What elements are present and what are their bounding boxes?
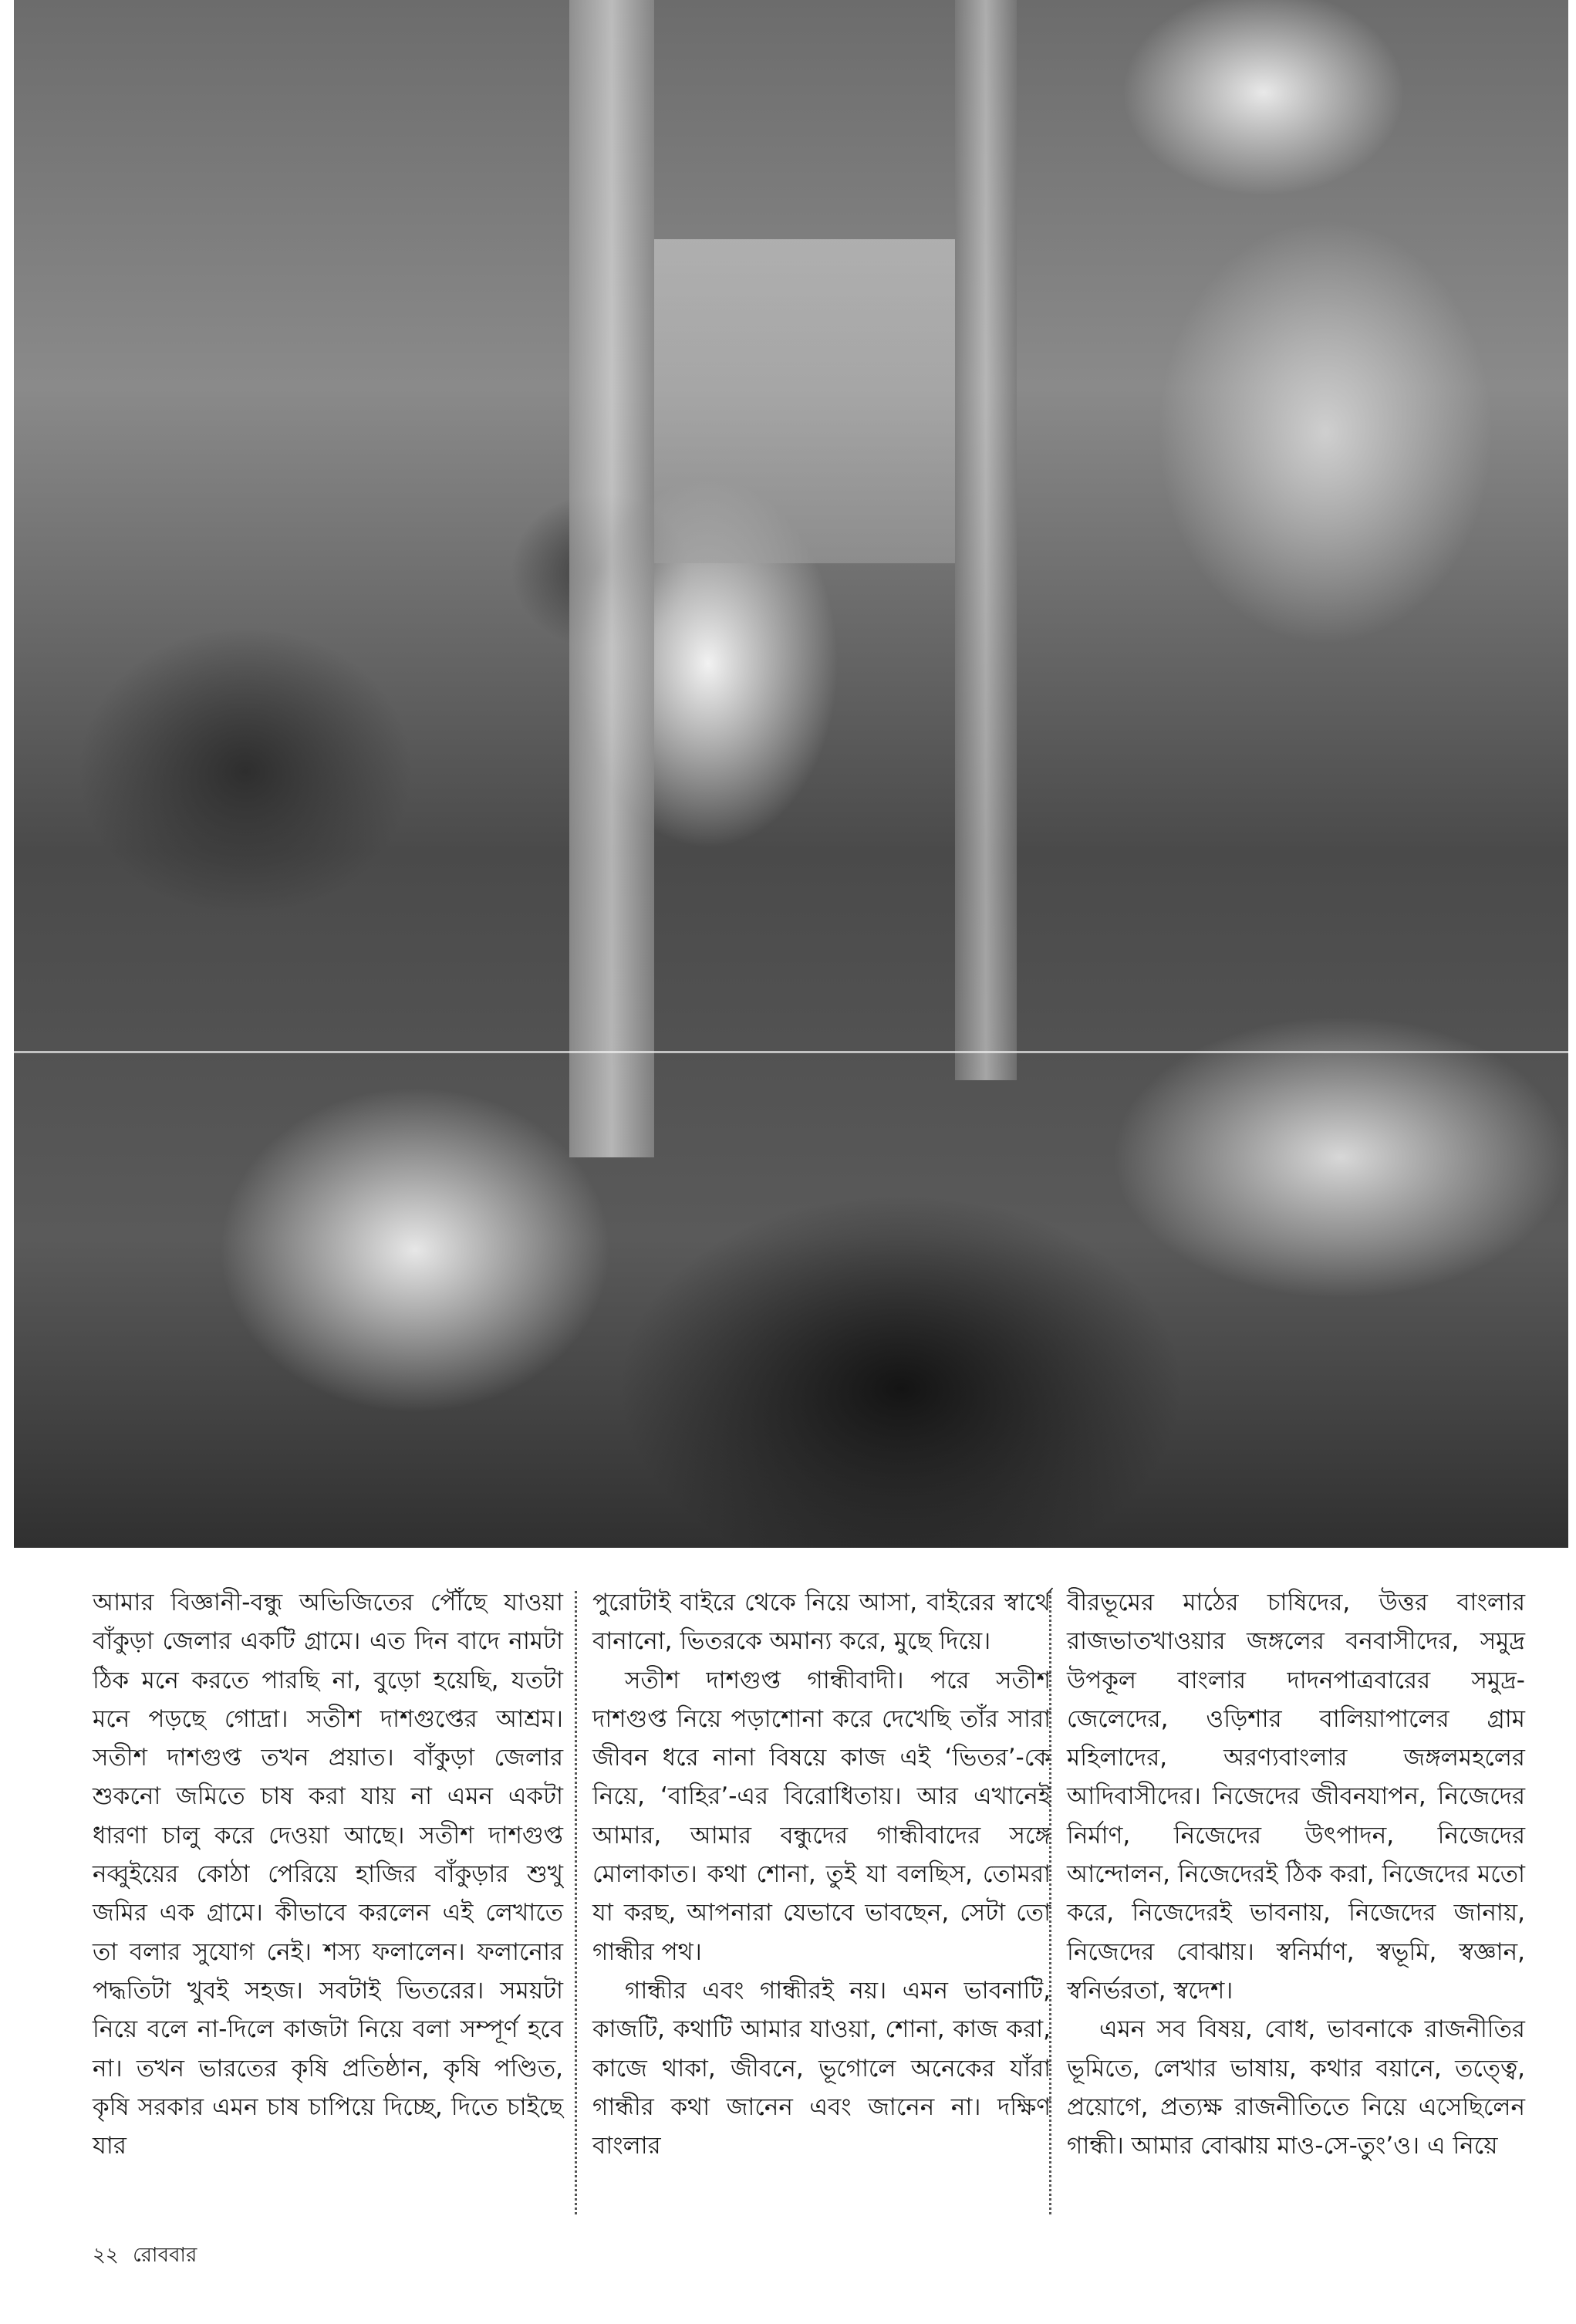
text-column-1 bbox=[93, 1583, 563, 2165]
column-divider bbox=[575, 1591, 577, 2214]
paragraph: পুরোটাই বাইরে থেকে নিয়ে আসা, বাইরের স্বার্থে বানানো, ভিতরকে অমান্য করে, মুছে দিয়ে। bbox=[592, 1589, 1051, 1656]
text-column-3 bbox=[1067, 1583, 1525, 2165]
photograph bbox=[14, 0, 1568, 1548]
page-footer bbox=[93, 2244, 204, 2267]
text-column-2 bbox=[592, 1583, 1051, 2165]
paragraph: আমার বিজ্ঞানী-বন্ধু অভিজিতের পৌঁছে যাওয়া বাঁকুড়া জেলার একটি গ্রামে। এত দিন বাদে নামটা ঠিক মনে করতে পারছি না, বুড়ো হয়েছি, যতটা মনে পড়ছে গোদ্রা। সতীশ দাশগুপ্তের আশ্রম। সতীশ দাশগুপ্ত তখন প্রয়াত। বাঁকুড়া জেলার শুকনো জমিতে চাষ করা যায় না এমন একটা ধারণা চালু করে দেওয়া আছে। সতীশ দাশগুপ্ত নব্বুইয়ের কোঠা পেরিয়ে হাজির বাঁকুড়ার শুখু জমির এক গ্রামে। কীভাবে করলেন এই লেখাতে তা বলার সুযোগ নেই। শস্য ফলালেন। ফলানোর পদ্ধতিটা খুবই সহজ। সবটাই ভিতরের। সময়টা নিয়ে বলে না-দিলে কাজটা নিয়ে বলা সম্পূর্ণ হবে না। তখন ভারতের কৃষি প্রতিষ্ঠান, কৃষি পণ্ডিত, কৃষি সরকার এমন চাষ চাপিয়ে দিচ্ছে, দিতে চাইছে যার bbox=[93, 1589, 563, 2160]
photo-train-door-frame bbox=[569, 0, 654, 1157]
photo-train-window bbox=[654, 239, 955, 563]
paragraph: সতীশ দাশগুপ্ত গান্ধীবাদী। পরে সতীশ দাশগুপ্ত নিয়ে পড়াশোনা করে দেখেছি তাঁর সারা জীবন ধরে নানা বিষয়ে কাজ এই ‘ভিতর’-কে নিয়ে, ‘বাহির’-এর বিরোধিতায়। আর এখানেই আমার, আমার বন্ধুদের গান্ধীবাদের সঙ্গে মোলাকাত। কথা শোনা, তুই যা বলছিস, তোমরা যা করছ, আপনারা যেভাবে ভাবছেন, সেটা তো গান্ধীর পথ। bbox=[592, 1666, 1051, 1966]
paragraph: গান্ধীর এবং গান্ধীরই নয়। এমন ভাবনাটি, কাজটি, কথাটি আমার যাওয়া, শোনা, কাজ করা, কাজে থাকা, জীবনে, ভূগোলে অনেকের যাঁরা গান্ধীর কথা জানেন এবং জানেন না। দক্ষিণ বাংলার bbox=[592, 1976, 1051, 2160]
photo-fold-line bbox=[14, 1051, 1568, 1053]
page-number: ২২ bbox=[93, 2244, 119, 2267]
photo-train-door-edge bbox=[955, 0, 1017, 1080]
magazine-name: রোববার bbox=[133, 2244, 197, 2267]
column-divider bbox=[1049, 1591, 1051, 2214]
paragraph: এমন সব বিষয়, বোধ, ভাবনাকে রাজনীতির ভূমিতে, লেখার ভাষায়, কথার বয়ানে, তত্ত্বে, প্রয়োগে, প্রত্যক্ষ রাজনীতিতে নিয়ে এসেছিলেন গান্ধী। আমার বোঝায় মাও-সে-তুং’ও। এ নিয়ে bbox=[1067, 2015, 1525, 2160]
paragraph: বীরভূমের মাঠের চাষিদের, উত্তর বাংলার রাজভাতখাওয়ার জঙ্গলের বনবাসীদের, সমুদ্র উপকূল বাংলার দাদনপাত্রবারের সমুদ্র-জেলেদের, ওড়িশার বালিয়াপালের গ্রাম মহিলাদের, অরণ্যবাংলার জঙ্গলমহলের আদিবাসীদের। নিজেদের জীবনযাপন, নিজেদের নির্মাণ, নিজেদের উৎপাদন, নিজেদের আন্দোলন, নিজেদেরই ঠিক করা, নিজেদের মতো করে, নিজেদেরই ভাবনায়, নিজেদের জানায়, নিজেদের বোঝায়। স্বনির্মাণ, স্বভূমি, স্বজ্ঞান, স্বনির্ভরতা, স্বদেশ। bbox=[1067, 1589, 1525, 2005]
